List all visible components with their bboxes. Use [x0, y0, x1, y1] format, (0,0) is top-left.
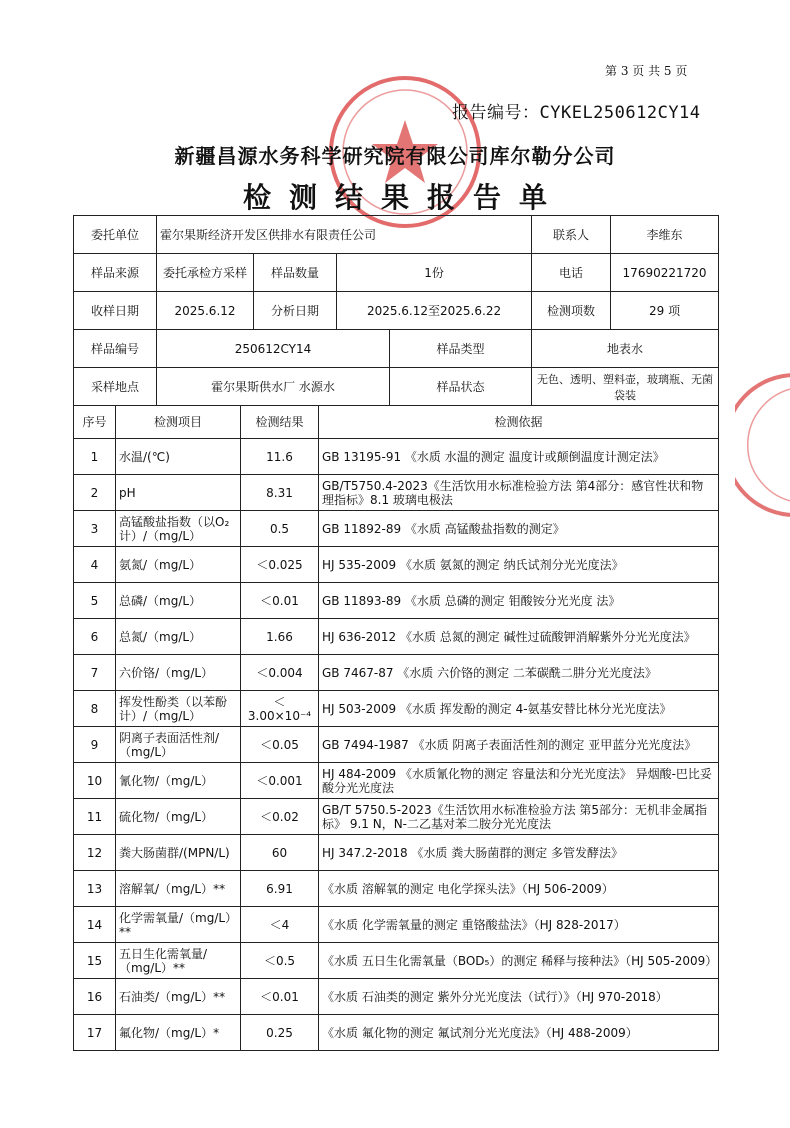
result-item: 化学需氧量/（mg/L）**: [116, 907, 241, 943]
result-item: pH: [116, 475, 241, 511]
result-item: 粪大肠菌群/(MPN/L): [116, 835, 241, 871]
result-basis: HJ 484-2009 《水质氰化物的测定 容量法和分光光度法》 异烟酸-巴比妥酸分光光度法: [319, 763, 719, 799]
result-basis: GB 13195-91 《水质 水温的测定 温度计或颠倒温度计测定法》: [319, 439, 719, 475]
table-row: [74, 655, 719, 691]
sampling-site-value: 霍尔果斯供水厂 水源水: [157, 368, 390, 406]
result-item: 总磷/（mg/L）: [116, 583, 241, 619]
analysis-date-value: 2025.6.12至2025.6.22: [337, 292, 532, 330]
sample-number-value: 250612CY14: [157, 330, 390, 368]
result-no: 6: [74, 619, 116, 655]
result-no: 5: [74, 583, 116, 619]
result-item: 氰化物/（mg/L）: [116, 763, 241, 799]
info-row: [74, 254, 719, 292]
result-basis: HJ 535-2009 《水质 氨氮的测定 纳氏试剂分光光度法》: [319, 547, 719, 583]
result-basis: HJ 347.2-2018 《水质 粪大肠菌群的测定 多管发酵法》: [319, 835, 719, 871]
table-row: [74, 547, 719, 583]
result-no: 2: [74, 475, 116, 511]
table-row: [74, 943, 719, 979]
result-value: ＜0.01: [241, 583, 319, 619]
info-row: [74, 330, 719, 368]
client-value: 霍尔果斯经济开发区供排水有限责任公司: [157, 216, 532, 254]
result-item: 硫化物/（mg/L）: [116, 799, 241, 835]
quantity-value: 1份: [337, 254, 532, 292]
table-row: [74, 583, 719, 619]
table-row: [74, 475, 719, 511]
result-no: 7: [74, 655, 116, 691]
result-item: 总氮/（mg/L）: [116, 619, 241, 655]
table-row: [74, 907, 719, 943]
page-number: 第 3 页 共 5 页: [605, 64, 688, 78]
result-value: ＜0.01: [241, 979, 319, 1015]
result-item: 水温/(℃): [116, 439, 241, 475]
result-basis: GB 11892-89 《水质 高锰酸盐指数的测定》: [319, 511, 719, 547]
result-no: 3: [74, 511, 116, 547]
contact-value: 李维东: [611, 216, 719, 254]
result-basis: 《水质 氟化物的测定 氟试剂分光光度法》（HJ 488-2009）: [319, 1015, 719, 1051]
side-seal-stamp: [735, 370, 790, 520]
header-no: 序号: [74, 406, 116, 439]
result-item: 石油类/（mg/L）**: [116, 979, 241, 1015]
table-row: [74, 835, 719, 871]
result-basis: GB/T5750.4-2023《生活饮用水标准检验方法 第4部分：感官性状和物理指标》8.1 玻璃电极法: [319, 475, 719, 511]
result-value: 8.31: [241, 475, 319, 511]
table-row: [74, 691, 719, 727]
info-label: 样品状态: [390, 368, 532, 406]
result-item: 阴离子表面活性剂/（mg/L）: [116, 727, 241, 763]
table-row: [74, 1015, 719, 1051]
result-item: 氟化物/（mg/L）*: [116, 1015, 241, 1051]
results-table: [73, 405, 719, 1051]
info-label: 采样地点: [74, 368, 157, 406]
result-value: ＜0.5: [241, 943, 319, 979]
result-no: 14: [74, 907, 116, 943]
result-no: 15: [74, 943, 116, 979]
result-basis: 《水质 溶解氧的测定 电化学探头法》（HJ 506-2009）: [319, 871, 719, 907]
report-number: 报告编号：CYKEL250612CY14: [452, 103, 701, 123]
info-label: 样品类型: [390, 330, 532, 368]
source-value: 委托承检方采样: [157, 254, 254, 292]
info-label: 收样日期: [74, 292, 157, 330]
result-item: 溶解氧/（mg/L）**: [116, 871, 241, 907]
result-basis: 《水质 五日生化需氧量（BOD₅）的测定 稀释与接种法》（HJ 505-2009）: [319, 943, 719, 979]
info-label: 检测项数: [532, 292, 611, 330]
result-no: 4: [74, 547, 116, 583]
result-value: ＜0.05: [241, 727, 319, 763]
result-value: 11.6: [241, 439, 319, 475]
header-basis: 检测依据: [319, 406, 719, 439]
report-title: 检测结果报告单: [242, 181, 565, 214]
result-basis: 《水质 石油类的测定 紫外分光光度法（试行）》（HJ 970-2018）: [319, 979, 719, 1015]
table-row: [74, 871, 719, 907]
result-value: 6.91: [241, 871, 319, 907]
result-no: 12: [74, 835, 116, 871]
result-value: 0.5: [241, 511, 319, 547]
info-row: [74, 368, 719, 406]
receive-date-value: 2025.6.12: [157, 292, 254, 330]
result-no: 1: [74, 439, 116, 475]
result-basis: 《水质 化学需氧量的测定 重铬酸盐法》（HJ 828-2017）: [319, 907, 719, 943]
result-item: 氨氮/（mg/L）: [116, 547, 241, 583]
sample-type-value: 地表水: [532, 330, 719, 368]
result-basis: HJ 636-2012 《水质 总氮的测定 碱性过硫酸钾消解紫外分光光度法》: [319, 619, 719, 655]
result-basis: HJ 503-2009 《水质 挥发酚的测定 4-氨基安替比林分光光度法》: [319, 691, 719, 727]
result-no: 9: [74, 727, 116, 763]
result-no: 11: [74, 799, 116, 835]
result-value: 60: [241, 835, 319, 871]
result-value: 0.25: [241, 1015, 319, 1051]
table-row: [74, 979, 719, 1015]
table-row: [74, 763, 719, 799]
item-count-value: 29 项: [611, 292, 719, 330]
result-no: 17: [74, 1015, 116, 1051]
info-row: [74, 216, 719, 254]
info-label: 委托单位: [74, 216, 157, 254]
result-value: ＜0.025: [241, 547, 319, 583]
info-label: 样品编号: [74, 330, 157, 368]
result-basis: GB/T 5750.5-2023《生活饮用水标准检验方法 第5部分：无机非金属指标》 9.1 N，N-二乙基对苯二胺分光光度法: [319, 799, 719, 835]
table-row: [74, 727, 719, 763]
result-value: ＜4: [241, 907, 319, 943]
table-row: [74, 439, 719, 475]
info-label: 分析日期: [254, 292, 337, 330]
sample-info-table: [73, 215, 719, 406]
table-row: [74, 511, 719, 547]
result-value: 1.66: [241, 619, 319, 655]
result-basis: GB 7494-1987 《水质 阴离子表面活性剂的测定 亚甲蓝分光光度法》: [319, 727, 719, 763]
header-item: 检测项目: [116, 406, 241, 439]
result-no: 16: [74, 979, 116, 1015]
result-value: ＜3.00×10⁻⁴: [241, 691, 319, 727]
info-label: 样品数量: [254, 254, 337, 292]
result-item: 五日生化需氧量/（mg/L）**: [116, 943, 241, 979]
result-value: ＜0.001: [241, 763, 319, 799]
table-row: [74, 619, 719, 655]
result-item: 高锰酸盐指数（以O₂计）/（mg/L）: [116, 511, 241, 547]
result-basis: GB 11893-89 《水质 总磷的测定 钼酸铵分光光度 法》: [319, 583, 719, 619]
result-value: ＜0.02: [241, 799, 319, 835]
organization-name: 新疆昌源水务科学研究院有限公司库尔勒分公司: [174, 144, 616, 168]
info-label: 联系人: [532, 216, 611, 254]
result-no: 8: [74, 691, 116, 727]
info-row: [74, 292, 719, 330]
phone-value: 17690221720: [611, 254, 719, 292]
sample-state-value: 无色、透明、塑料壶，玻璃瓶、无菌袋装: [532, 368, 719, 406]
result-no: 13: [74, 871, 116, 907]
result-basis: GB 7467-87 《水质 六价铬的测定 二苯碳酰二肼分光光度法》: [319, 655, 719, 691]
results-header-row: [74, 406, 719, 439]
result-value: ＜0.004: [241, 655, 319, 691]
info-label: 样品来源: [74, 254, 157, 292]
header-result: 检测结果: [241, 406, 319, 439]
table-row: [74, 799, 719, 835]
info-label: 电话: [532, 254, 611, 292]
result-item: 挥发性酚类（以苯酚计）/（mg/L）: [116, 691, 241, 727]
result-no: 10: [74, 763, 116, 799]
result-item: 六价铬/（mg/L）: [116, 655, 241, 691]
